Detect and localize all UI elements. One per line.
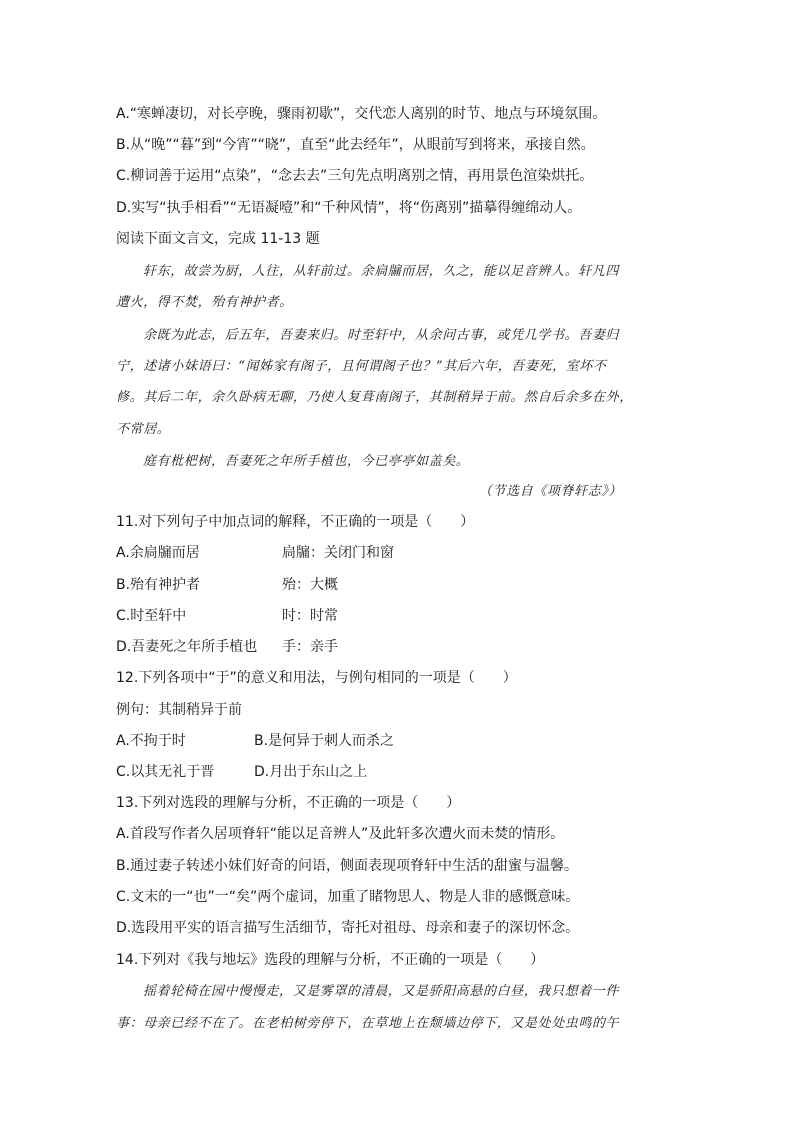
- q13-option-d: D.选段用平实的语言描写生活细节，寄托对祖母、母亲和妻子的深切怀念。: [116, 920, 580, 936]
- passage-p2-line2: 宁，述诸小妹语曰：“闻姊家有阁子，且何谓阁子也？”其后六年，吾妻死，室坏不: [116, 359, 607, 374]
- passage-p3: 庭有枇杷树，吾妻死之年所手植也，今已亭亭如盖矣。: [143, 454, 470, 469]
- q14-stem: 14.下列对《我与地坛》选段的理解与分析，不正确的一项是（ ）: [116, 952, 545, 968]
- q11-option-d-gloss: 手：亲手: [282, 639, 338, 655]
- q10-option-a: A.“寒蝉凄切，对长亭晚，骤雨初歇”，交代恋人离别的时节、地点与环境氛围。: [116, 106, 607, 122]
- q11-option-c-gloss: 时：时常: [282, 608, 338, 624]
- q11-stem: 11.对下列句子中加点词的解释，不正确的一项是（ ）: [116, 514, 475, 530]
- q12-option-d: D.月出于东山之上: [254, 764, 368, 780]
- q12-stem: 12.下列各项中“于”的意义和用法，与例句相同的一项是（ ）: [116, 670, 517, 686]
- q10-option-c: C.柳词善于运用“点染”，“念去去”三句先点明离别之情，再用景色渲染烘托。: [116, 168, 594, 184]
- passage-p1-line1: 轩东，故尝为厨，人往，从轩前过。余扃牖而居，久之，能以足音辨人。轩凡四: [143, 264, 620, 279]
- q13-stem: 13.下列对选段的理解与分析，不正确的一项是（ ）: [116, 795, 461, 811]
- q10-option-d: D.实写“执手相看”“无语凝噎”和“千种风情”，将“伤离别”描摹得缠绵动人。: [116, 200, 582, 216]
- q13-option-b: B.通过妻子转述小妹们好奇的问语，侧面表现项脊轩中生活的甜蜜与温馨。: [116, 858, 579, 874]
- q12-option-a: A.不拘于时: [116, 733, 186, 749]
- passage-source: （节选自《项脊轩志》）: [478, 484, 622, 499]
- q12-option-b: B.是何异于刺人而杀之: [254, 733, 395, 749]
- passage-p2-line3: 修。其后二年，余久卧病无聊，乃使人复葺南阁子，其制稍异于前。然自后余多在外，: [116, 390, 633, 405]
- q14-passage-line1: 摇着轮椅在园中慢慢走，又是雾罩的清晨，又是骄阳高悬的白昼，我只想着一件: [143, 984, 620, 999]
- q11-option-b-gloss: 殆：大概: [282, 577, 338, 593]
- passage-p1-line2: 遭火，得不焚，殆有神护者。: [116, 295, 293, 310]
- q14-passage-line2: 事：母亲已经不在了。在老柏树旁停下，在草地上在颓墙边停下，又是处处虫鸣的午: [116, 1016, 620, 1031]
- passage-intro: 阅读下面文言文，完成 11-13 题: [116, 231, 320, 247]
- q12-option-c: C.以其无礼于晋: [116, 764, 215, 780]
- q10-option-b: B.从“晚”“暮”到“今宵”“晓”，直至“此去经年”，从眼前写到将来，承接自然。: [116, 137, 595, 153]
- passage-p2-line1: 余既为此志，后五年，吾妻来归。时至轩中，从余问古事，或凭几学书。吾妻归: [143, 328, 620, 343]
- q11-option-a-gloss: 扃牖：关闭门和窗: [282, 545, 394, 561]
- q12-example: 例句：其制稍异于前: [116, 702, 242, 718]
- passage-p2-line4: 不常居。: [116, 422, 171, 437]
- q13-option-a: A.首段写作者久居项脊轩“能以足音辨人”及此轩多次遭火而未焚的情形。: [116, 826, 565, 842]
- q11-option-b-sentence: B.殆有神护者: [116, 577, 201, 593]
- q11-option-d-sentence: D.吾妻死之年所手植也: [116, 639, 258, 655]
- q11-option-a-sentence: A.余扃牖而居: [116, 545, 200, 561]
- q11-option-c-sentence: C.时至轩中: [116, 608, 187, 624]
- q13-option-c: C.文末的一“也”一“矣”两个虚词，加重了睹物思人、物是人非的感慨意味。: [116, 889, 580, 905]
